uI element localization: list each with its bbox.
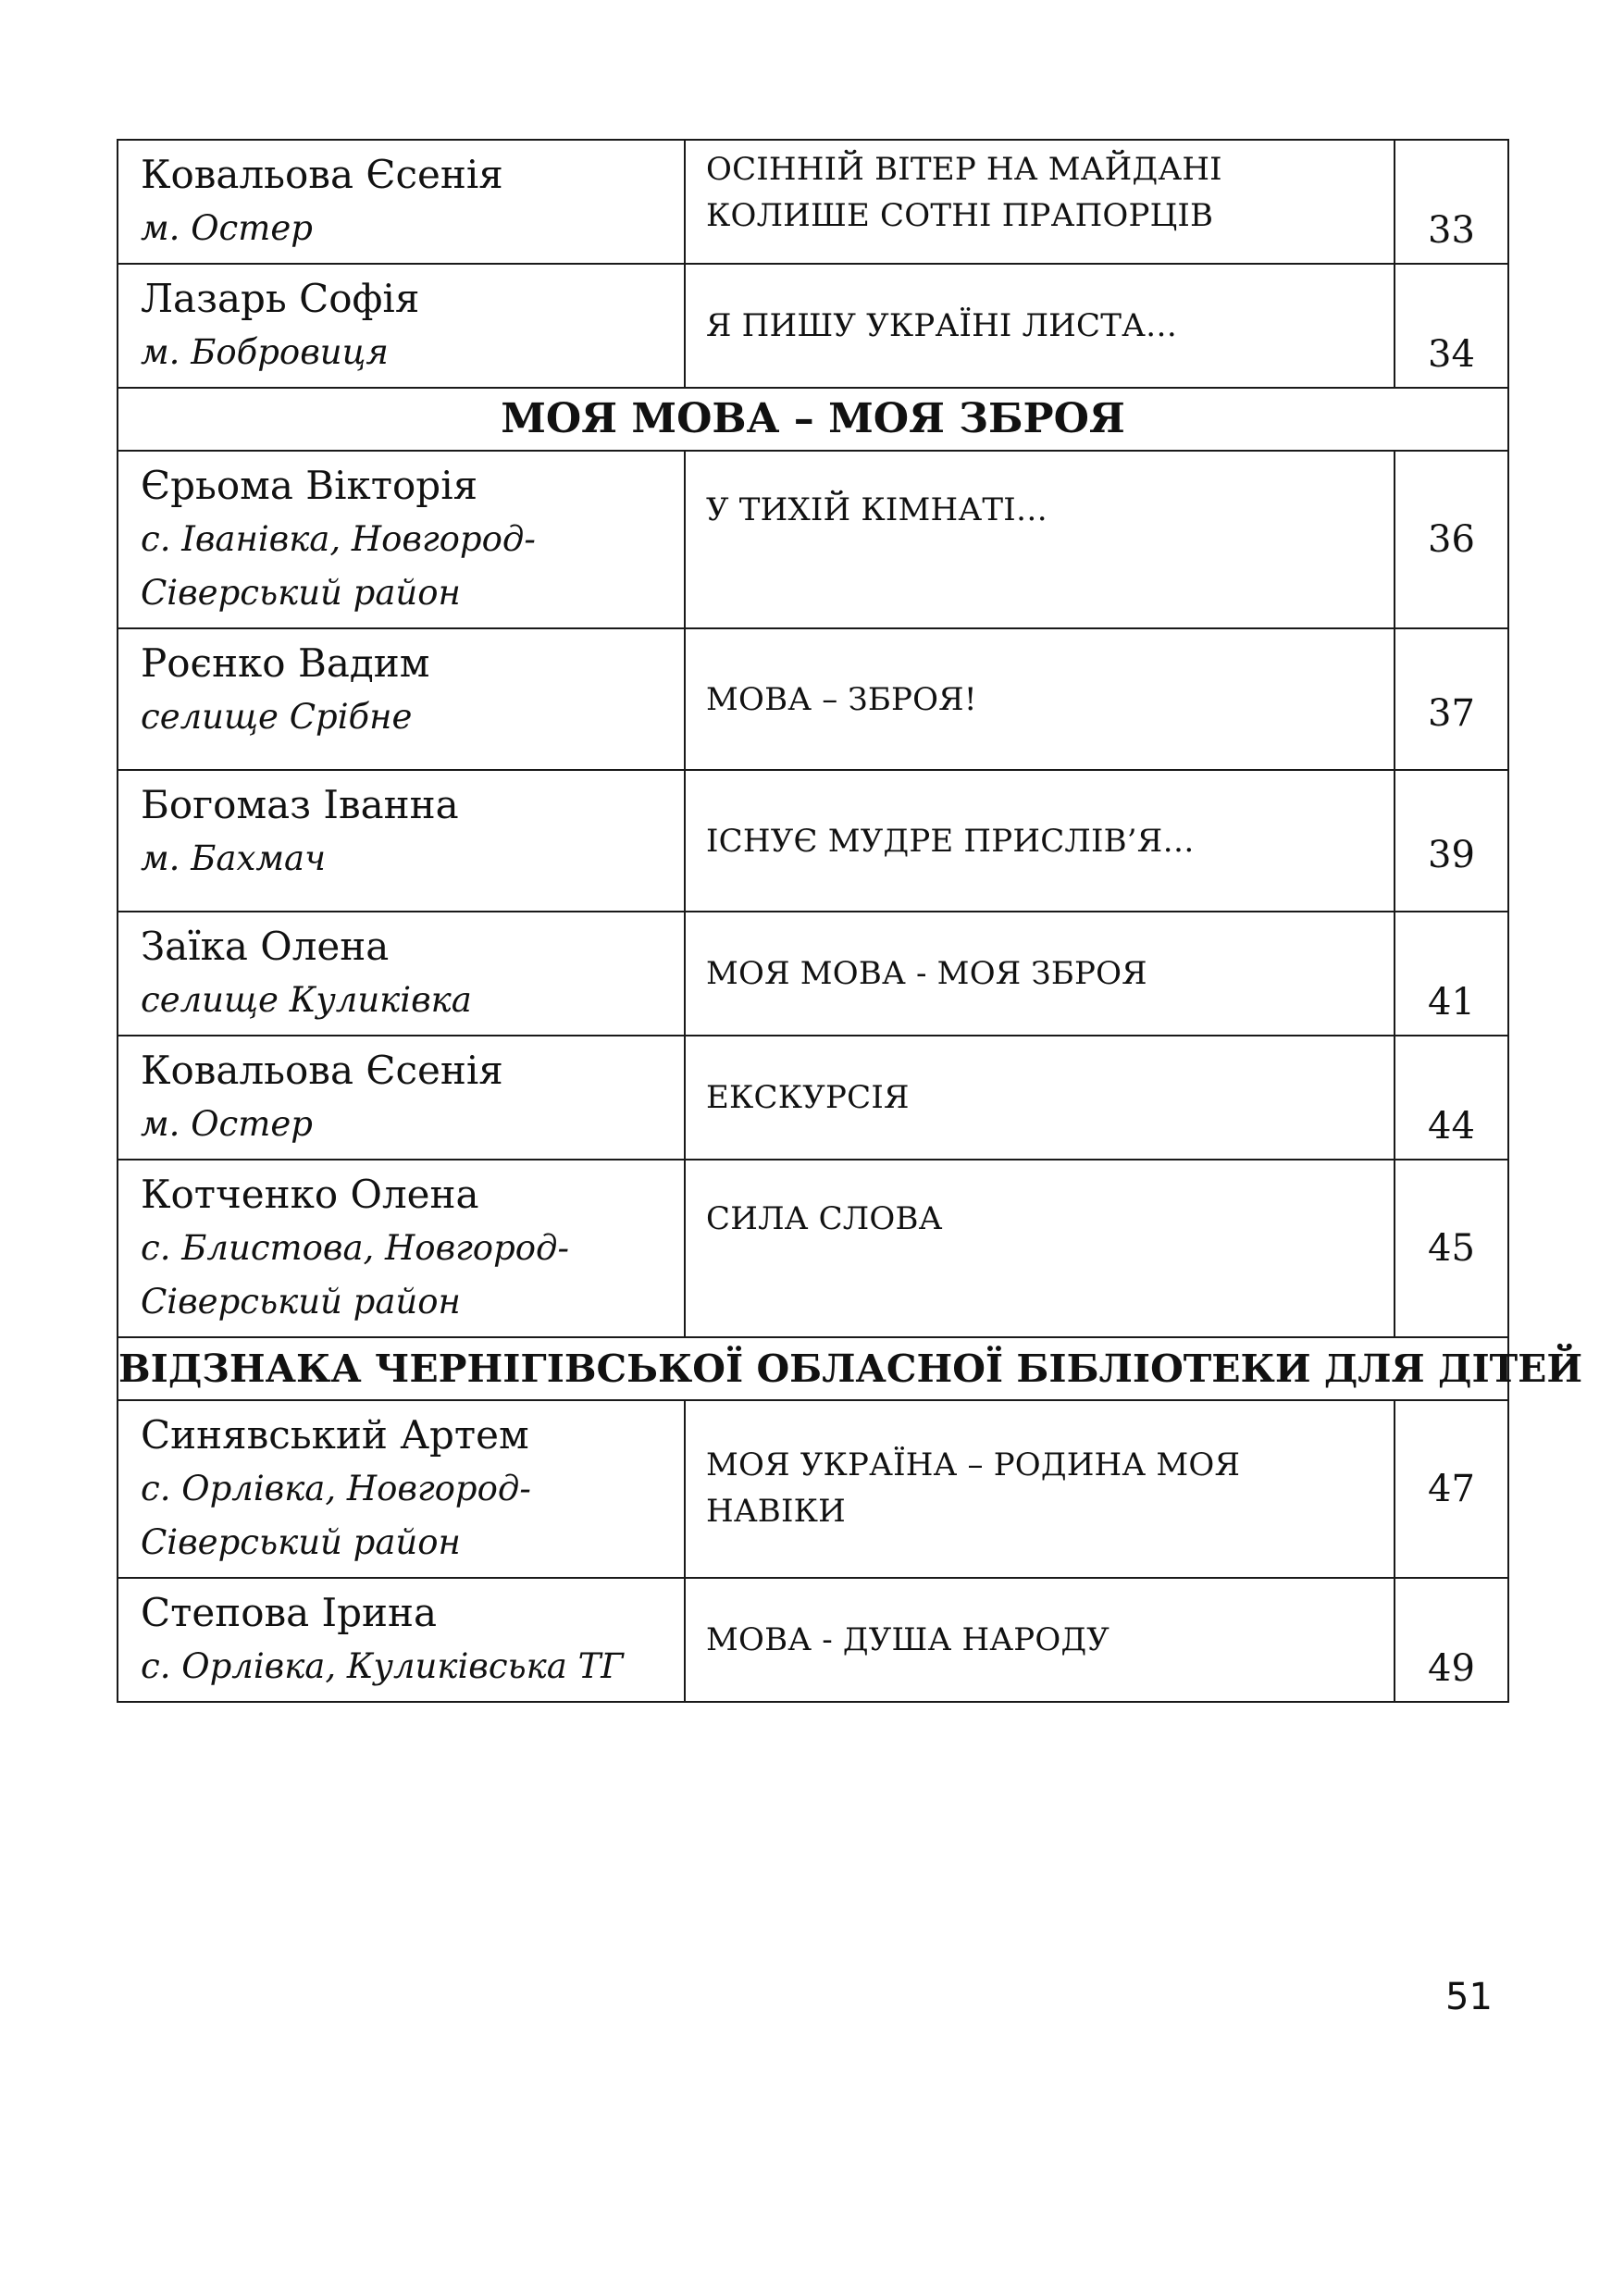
page-ref: 36: [1395, 451, 1508, 628]
author-place: с. Блистова, Новгород-Сіверський район: [141, 1228, 569, 1322]
section-heading: МОЯ МОВА – МОЯ ЗБРОЯ: [118, 388, 1508, 451]
table-row: [118, 1400, 1508, 1578]
author-cell: [118, 264, 685, 388]
author-cell: [118, 1400, 685, 1578]
author-cell: [118, 140, 685, 264]
section-row: [118, 388, 1508, 451]
work-title: МОВА - ДУША НАРОДУ: [685, 1578, 1395, 1702]
author-cell: [118, 912, 685, 1036]
section-heading: ВІДЗНАКА ЧЕРНІГІВСЬКОЇ ОБЛАСНОЇ БІБЛІОТЕКИ ДЛЯ ДІТЕЙ: [118, 1337, 1508, 1400]
page-ref: 44: [1395, 1036, 1508, 1160]
author-cell: [118, 1578, 685, 1702]
table-row: [118, 140, 1508, 264]
author-cell: [118, 1160, 685, 1337]
author-name: Котченко Олена: [141, 1172, 479, 1217]
author-place: м. Бобровиця: [141, 332, 389, 372]
page-ref: 39: [1395, 770, 1508, 912]
author-name: Богомаз Іванна: [141, 782, 459, 827]
author-name: Ковальова Єсенія: [141, 152, 503, 197]
author-place: селище Срібне: [141, 697, 413, 737]
author-place: м. Бахмач: [141, 838, 327, 878]
table-row: [118, 770, 1508, 912]
page-ref: 45: [1395, 1160, 1508, 1337]
author-place: с. Орлівка, Куликівська ТГ: [141, 1646, 624, 1686]
work-title: ОСІННІЙ ВІТЕР НА МАЙДАНІ КОЛИШЕ СОТНІ ПРАПОРЦІВ: [685, 140, 1395, 264]
author-name: Заїка Олена: [141, 924, 390, 969]
author-cell: [118, 770, 685, 912]
table-row: [118, 1160, 1508, 1337]
toc-table: [117, 139, 1583, 1703]
page-ref: 49: [1395, 1578, 1508, 1702]
table-row: [118, 451, 1508, 628]
author-name: Ковальова Єсенія: [141, 1048, 503, 1093]
author-place: м. Остер: [141, 208, 313, 248]
author-cell: [118, 1036, 685, 1160]
table-row: [118, 264, 1508, 388]
section-row: [118, 1337, 1508, 1400]
work-title: У ТИХІЙ КІМНАТІ…: [685, 451, 1395, 628]
author-place: м. Остер: [141, 1104, 313, 1144]
page-ref: 37: [1395, 628, 1508, 770]
work-title: МОВА – ЗБРОЯ!: [685, 628, 1395, 770]
table-row: [118, 628, 1508, 770]
page-ref: 34: [1395, 264, 1508, 388]
work-title: ЕКСКУРСІЯ: [685, 1036, 1395, 1160]
table-row: [118, 912, 1508, 1036]
author-name: Степова Ірина: [141, 1590, 438, 1635]
author-name: Лазарь Софія: [141, 276, 420, 321]
page-ref: 33: [1395, 140, 1508, 264]
work-title: Я ПИШУ УКРАЇНІ ЛИСТА…: [685, 264, 1395, 388]
work-title: СИЛА СЛОВА: [685, 1160, 1395, 1337]
work-title: ІСНУЄ МУДРЕ ПРИСЛІВ’Я…: [685, 770, 1395, 912]
table-row: [118, 1036, 1508, 1160]
table-row: [118, 1578, 1508, 1702]
page-number: 51: [1445, 1976, 1493, 2018]
author-name: Роєнко Вадим: [141, 640, 430, 686]
author-place: с. Іванівка, Новгород-Сіверський район: [141, 519, 536, 613]
page-ref: 41: [1395, 912, 1508, 1036]
author-place: с. Орлівка, Новгород-Сіверський район: [141, 1469, 531, 1562]
author-name: Єрьома Вікторія: [141, 463, 478, 508]
work-title: МОЯ УКРАЇНА – РОДИНА МОЯ НАВІКИ: [685, 1400, 1395, 1578]
author-name: Синявський Артем: [141, 1412, 529, 1458]
page-ref: 47: [1395, 1400, 1508, 1578]
author-cell: [118, 628, 685, 770]
author-place: селище Куликівка: [141, 980, 472, 1020]
work-title: МОЯ МОВА - МОЯ ЗБРОЯ: [685, 912, 1395, 1036]
author-cell: [118, 451, 685, 628]
